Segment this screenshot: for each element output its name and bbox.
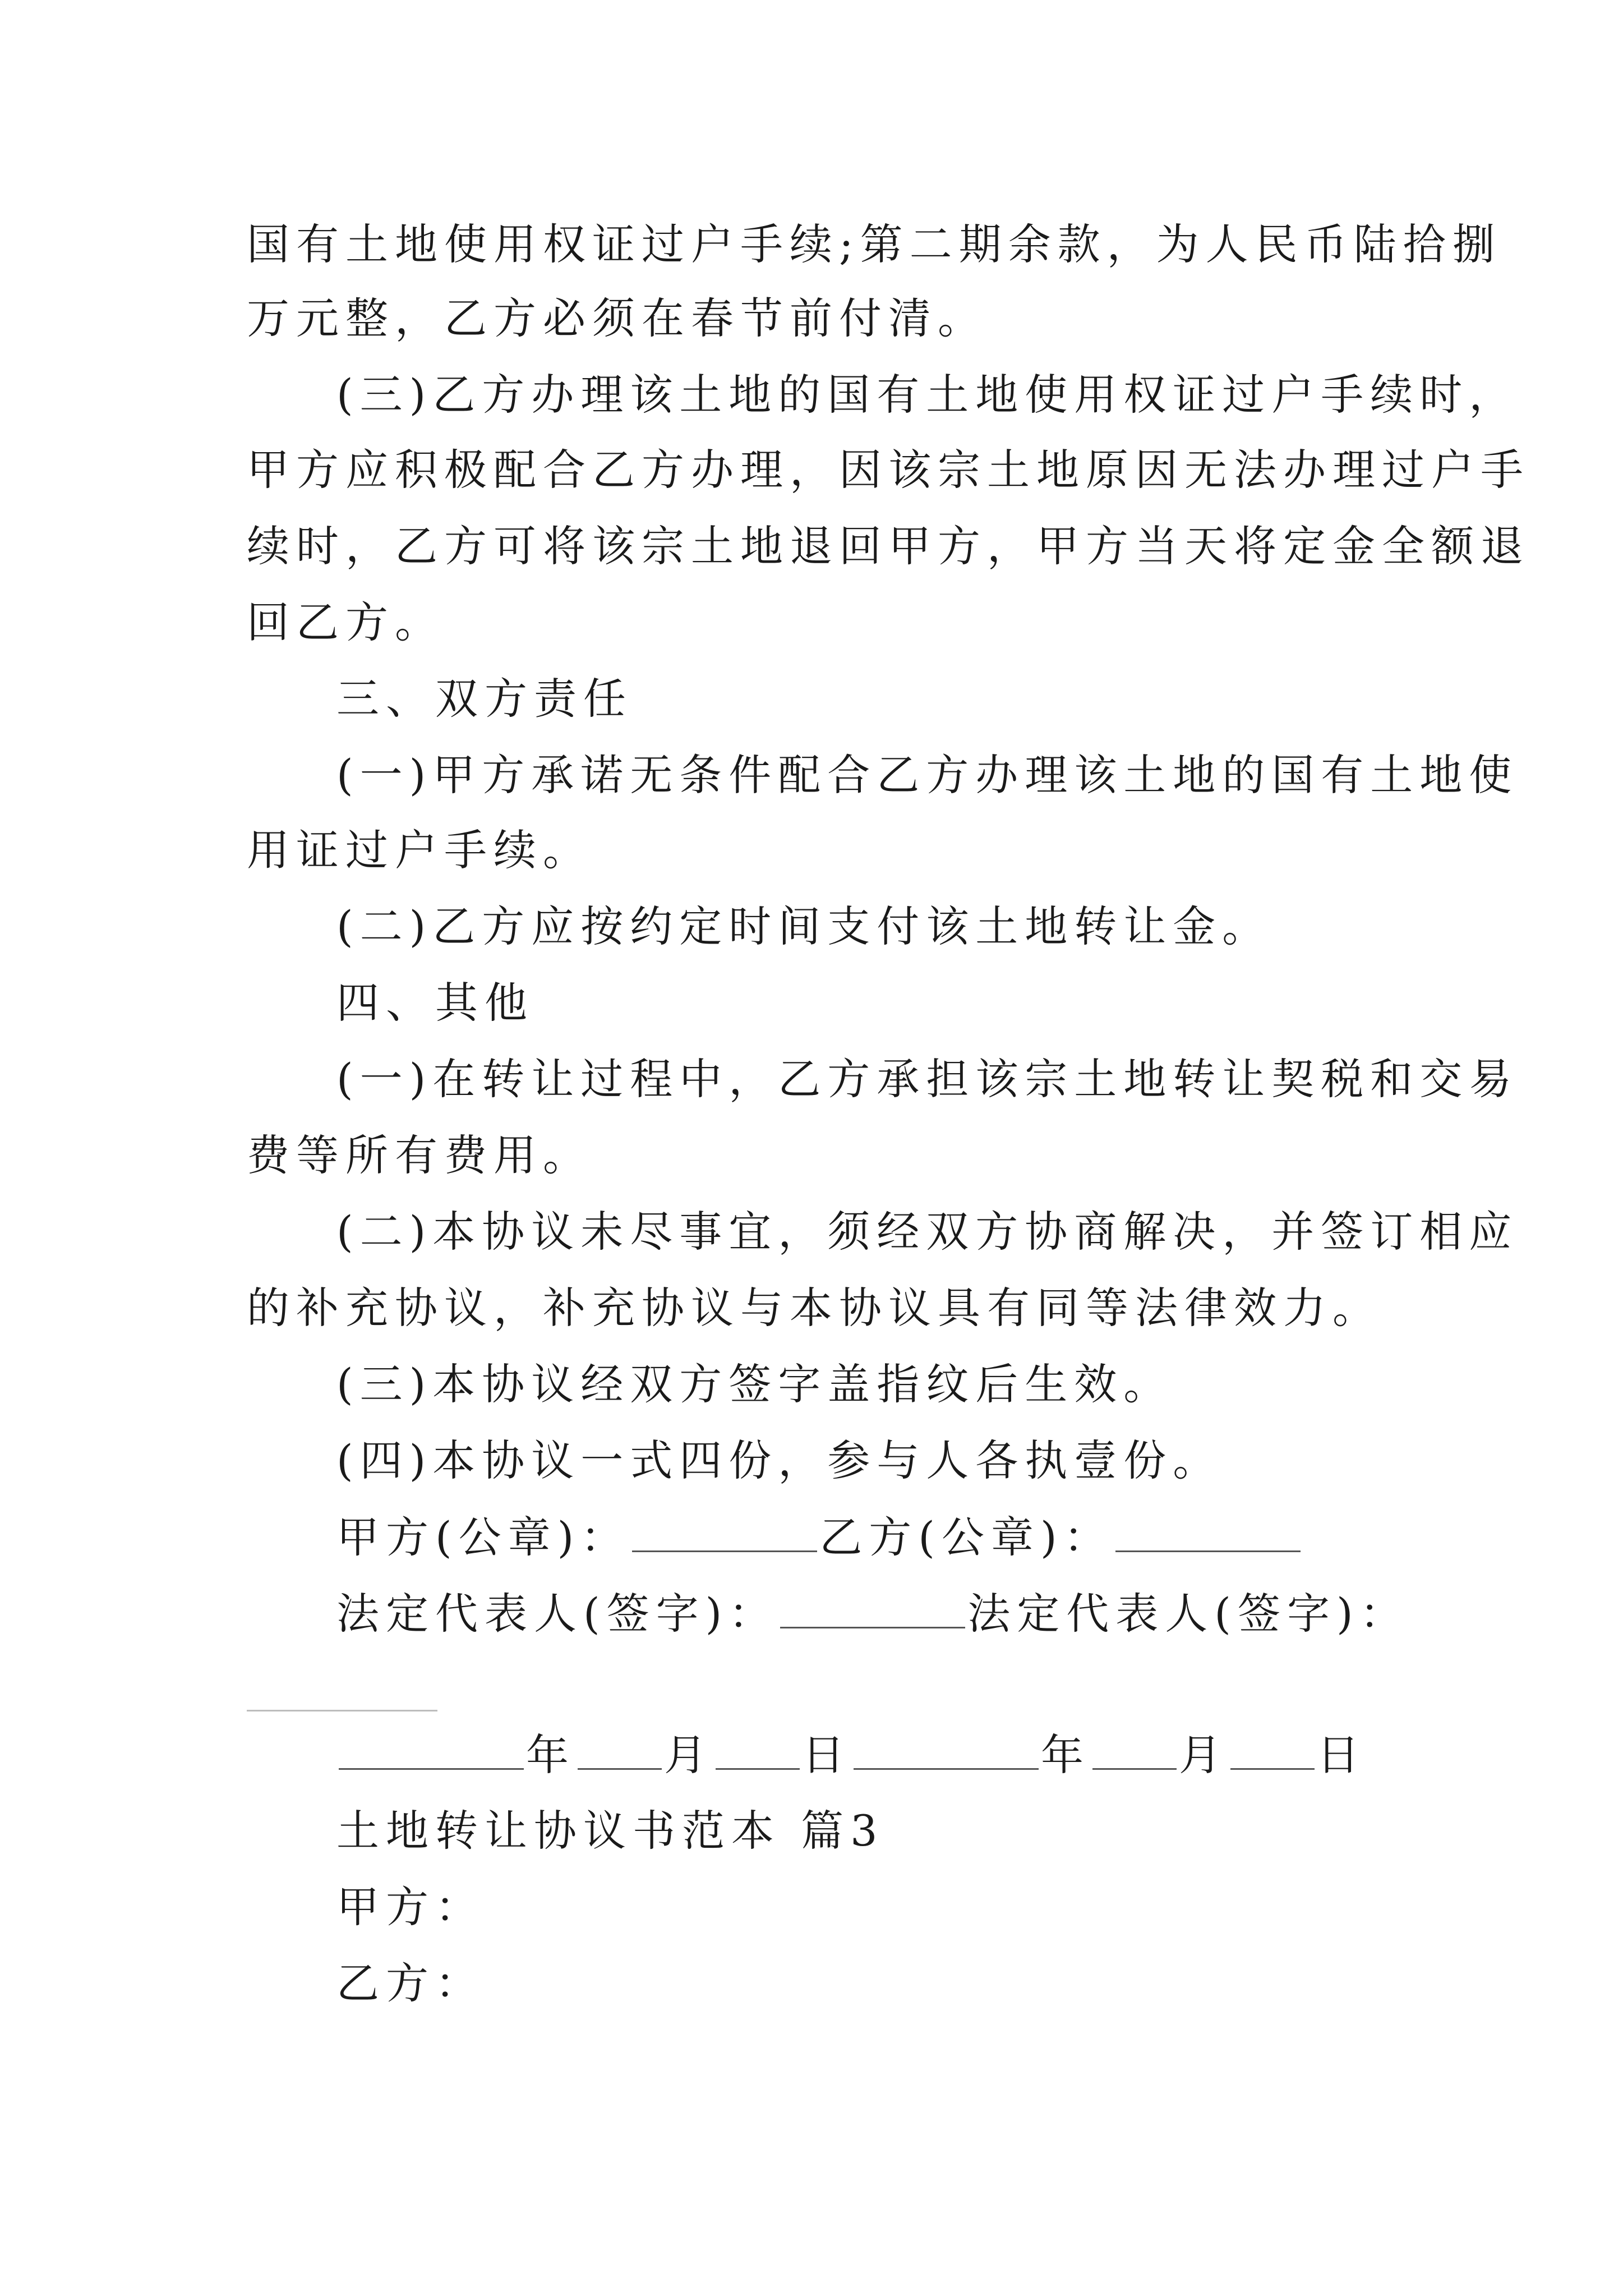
party-a-day-label: 日 (802, 1730, 851, 1780)
section-heading-responsibilities: 三、双方责任 (336, 674, 633, 724)
party-b-seal-label: 乙方(公章)： (819, 1512, 1113, 1562)
seal-line (336, 1512, 1303, 1562)
other-3: (三)本协议经双方签字盖指纹后生效。 (336, 1359, 1173, 1409)
party-b-rep-blank (247, 1710, 437, 1711)
clause-3-line-1: (三)乙方办理该土地的国有土地使用权证过户手续时， (336, 370, 1519, 420)
party-a-seal-label: 甲方(公章)： (336, 1512, 630, 1562)
party-b-year-label: 年 (1041, 1730, 1090, 1780)
party-b-day-label: 日 (1317, 1730, 1366, 1780)
other-2-line-2: 的补充协议，补充协议与本协议具有同等法律效力。 (247, 1283, 1382, 1333)
next-section-title: 土地转让协议书范本 篇3 (336, 1806, 884, 1856)
other-1-line-1: (一)在转让过程中，乙方承担该宗土地转让契税和交易 (336, 1054, 1519, 1104)
party-b-month-label: 月 (1179, 1730, 1228, 1780)
responsibility-1-line-2: 用证过户手续。 (247, 825, 592, 875)
section-heading-other: 四、其他 (336, 978, 534, 1028)
party-a-month-label: 月 (664, 1730, 713, 1780)
party-a-rep-blank (780, 1592, 965, 1628)
next-party-a-label: 甲方： (336, 1882, 485, 1932)
other-4: (四)本协议一式四份，参与人各执壹份。 (336, 1435, 1223, 1485)
party-a-month-blank (578, 1733, 662, 1770)
party-b-rep-label: 法定代表人(签字)： (967, 1589, 1409, 1639)
responsibility-1-line-1: (一)甲方承诺无条件配合乙方办理该土地的国有土地使 (336, 750, 1519, 800)
body-line-1: 国有土地使用权证过户手续;第二期余款，为人民币陆拾捌 (247, 219, 1502, 269)
party-a-seal-blank (632, 1516, 817, 1552)
clause-3-line-4: 回乙方。 (247, 597, 444, 647)
party-b-year-blank (854, 1733, 1039, 1770)
party-a-rep-label: 法定代表人(签字)： (336, 1589, 778, 1639)
responsibility-2: (二)乙方应按约定时间支付该土地转让金。 (336, 901, 1272, 951)
clause-3-line-3: 续时，乙方可将该宗土地退回甲方，甲方当天将定金全额退 (247, 521, 1530, 571)
party-b-day-blank (1230, 1733, 1315, 1770)
party-a-year-label: 年 (526, 1730, 575, 1780)
next-party-b-label: 乙方： (336, 1958, 485, 2008)
party-a-day-blank (716, 1733, 800, 1770)
party-a-year-blank (339, 1733, 524, 1770)
party-b-month-blank (1092, 1733, 1177, 1770)
clause-3-line-2: 甲方应积极配合乙方办理，因该宗土地原因无法办理过户手 (247, 445, 1530, 495)
other-1-line-2: 费等所有费用。 (247, 1130, 592, 1180)
other-2-line-1: (二)本协议未尽事宜，须经双方协商解决，并签订相应 (336, 1207, 1519, 1257)
representative-line (336, 1589, 1409, 1639)
date-line (336, 1730, 1366, 1780)
body-line-2: 万元整，乙方必须在春节前付清。 (247, 293, 987, 343)
party-b-seal-blank (1115, 1516, 1301, 1552)
